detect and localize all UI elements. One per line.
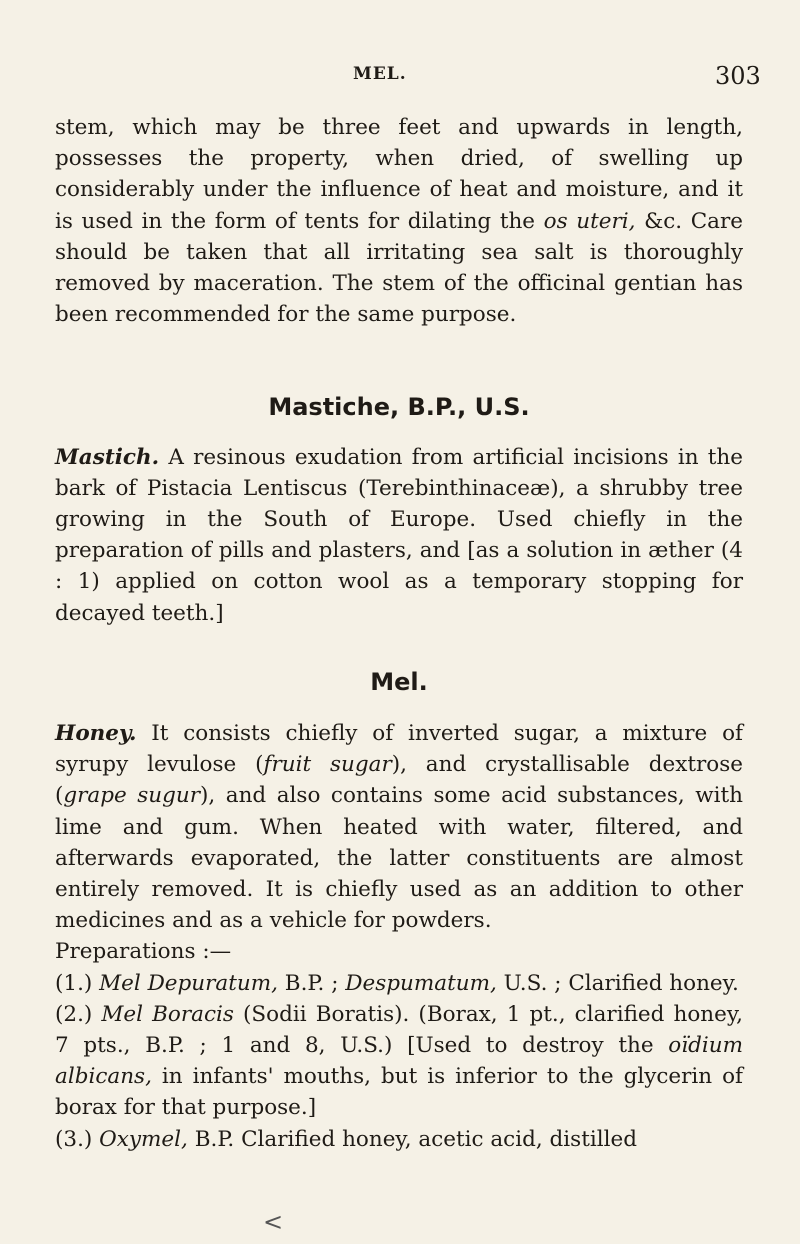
preparation-3: (3.) Oxymel, B.P. Clarified honey, acetic acid, distilled [55,1126,637,1152]
signature-mark: < [263,1208,284,1236]
heading-mastiche: Mastiche, B.P., U.S. [268,393,530,422]
preparations-label: Preparations :— [55,939,232,965]
heading-mel: Mel. [370,667,428,696]
page-body [55,112,743,1155]
preparation-1: (1.) Mel Depuratum, B.P. ; Despumatum, U.S. ; Clarified honey. [55,970,739,996]
page-number: 303 [715,62,761,90]
preparation-2: (2.) Mel Boracis (Sodii Boratis). (Borax, 1 pt., clarified honey, 7 pts., B.P. ; 1 and 8, U.S.) [Used to destroy the oïdium albicans, in infants' mouths, but is inferior to the glycerin of borax for that purpose.] [55,1001,743,1121]
paragraph-mastiche: Mastich. A resinous exudation from artificial incisions in the bark of Pistacia Lentiscus (Terebinthinaceæ), a shrubby tree growing in the South of Europe. Used chiefly in the preparation of pills and plasters, and [as a solution in æther (4 : 1) applied on cotton wool as a temporary stopping for decayed teeth.] [55,444,743,626]
paragraph-stem: stem, which may be three feet and upwards in length, possesses the property, when dried, of swelling up considerably under the influence of heat and moisture, and it is used in the form of tents for dilating the os uteri, &c. Care should be taken that all irritating sea salt is thoroughly removed by maceration. The stem of the officinal gentian has been recommended for the same purpose. [55,115,743,328]
paragraph-honey: Honey. It consists chiefly of inverted sugar, a mixture of syrupy levulose (fruit sugar), and crystallisable dextrose (grape sugur), and also contains some acid substances, with lime and gum. When heated with water, filtered, and afterwards evaporated, the latter constituents are almost entirely removed. It is chiefly used as an addition to other medicines and as a vehicle for powders. [55,721,743,934]
running-head-title: MEL. [353,64,407,84]
running-head [0,62,800,92]
